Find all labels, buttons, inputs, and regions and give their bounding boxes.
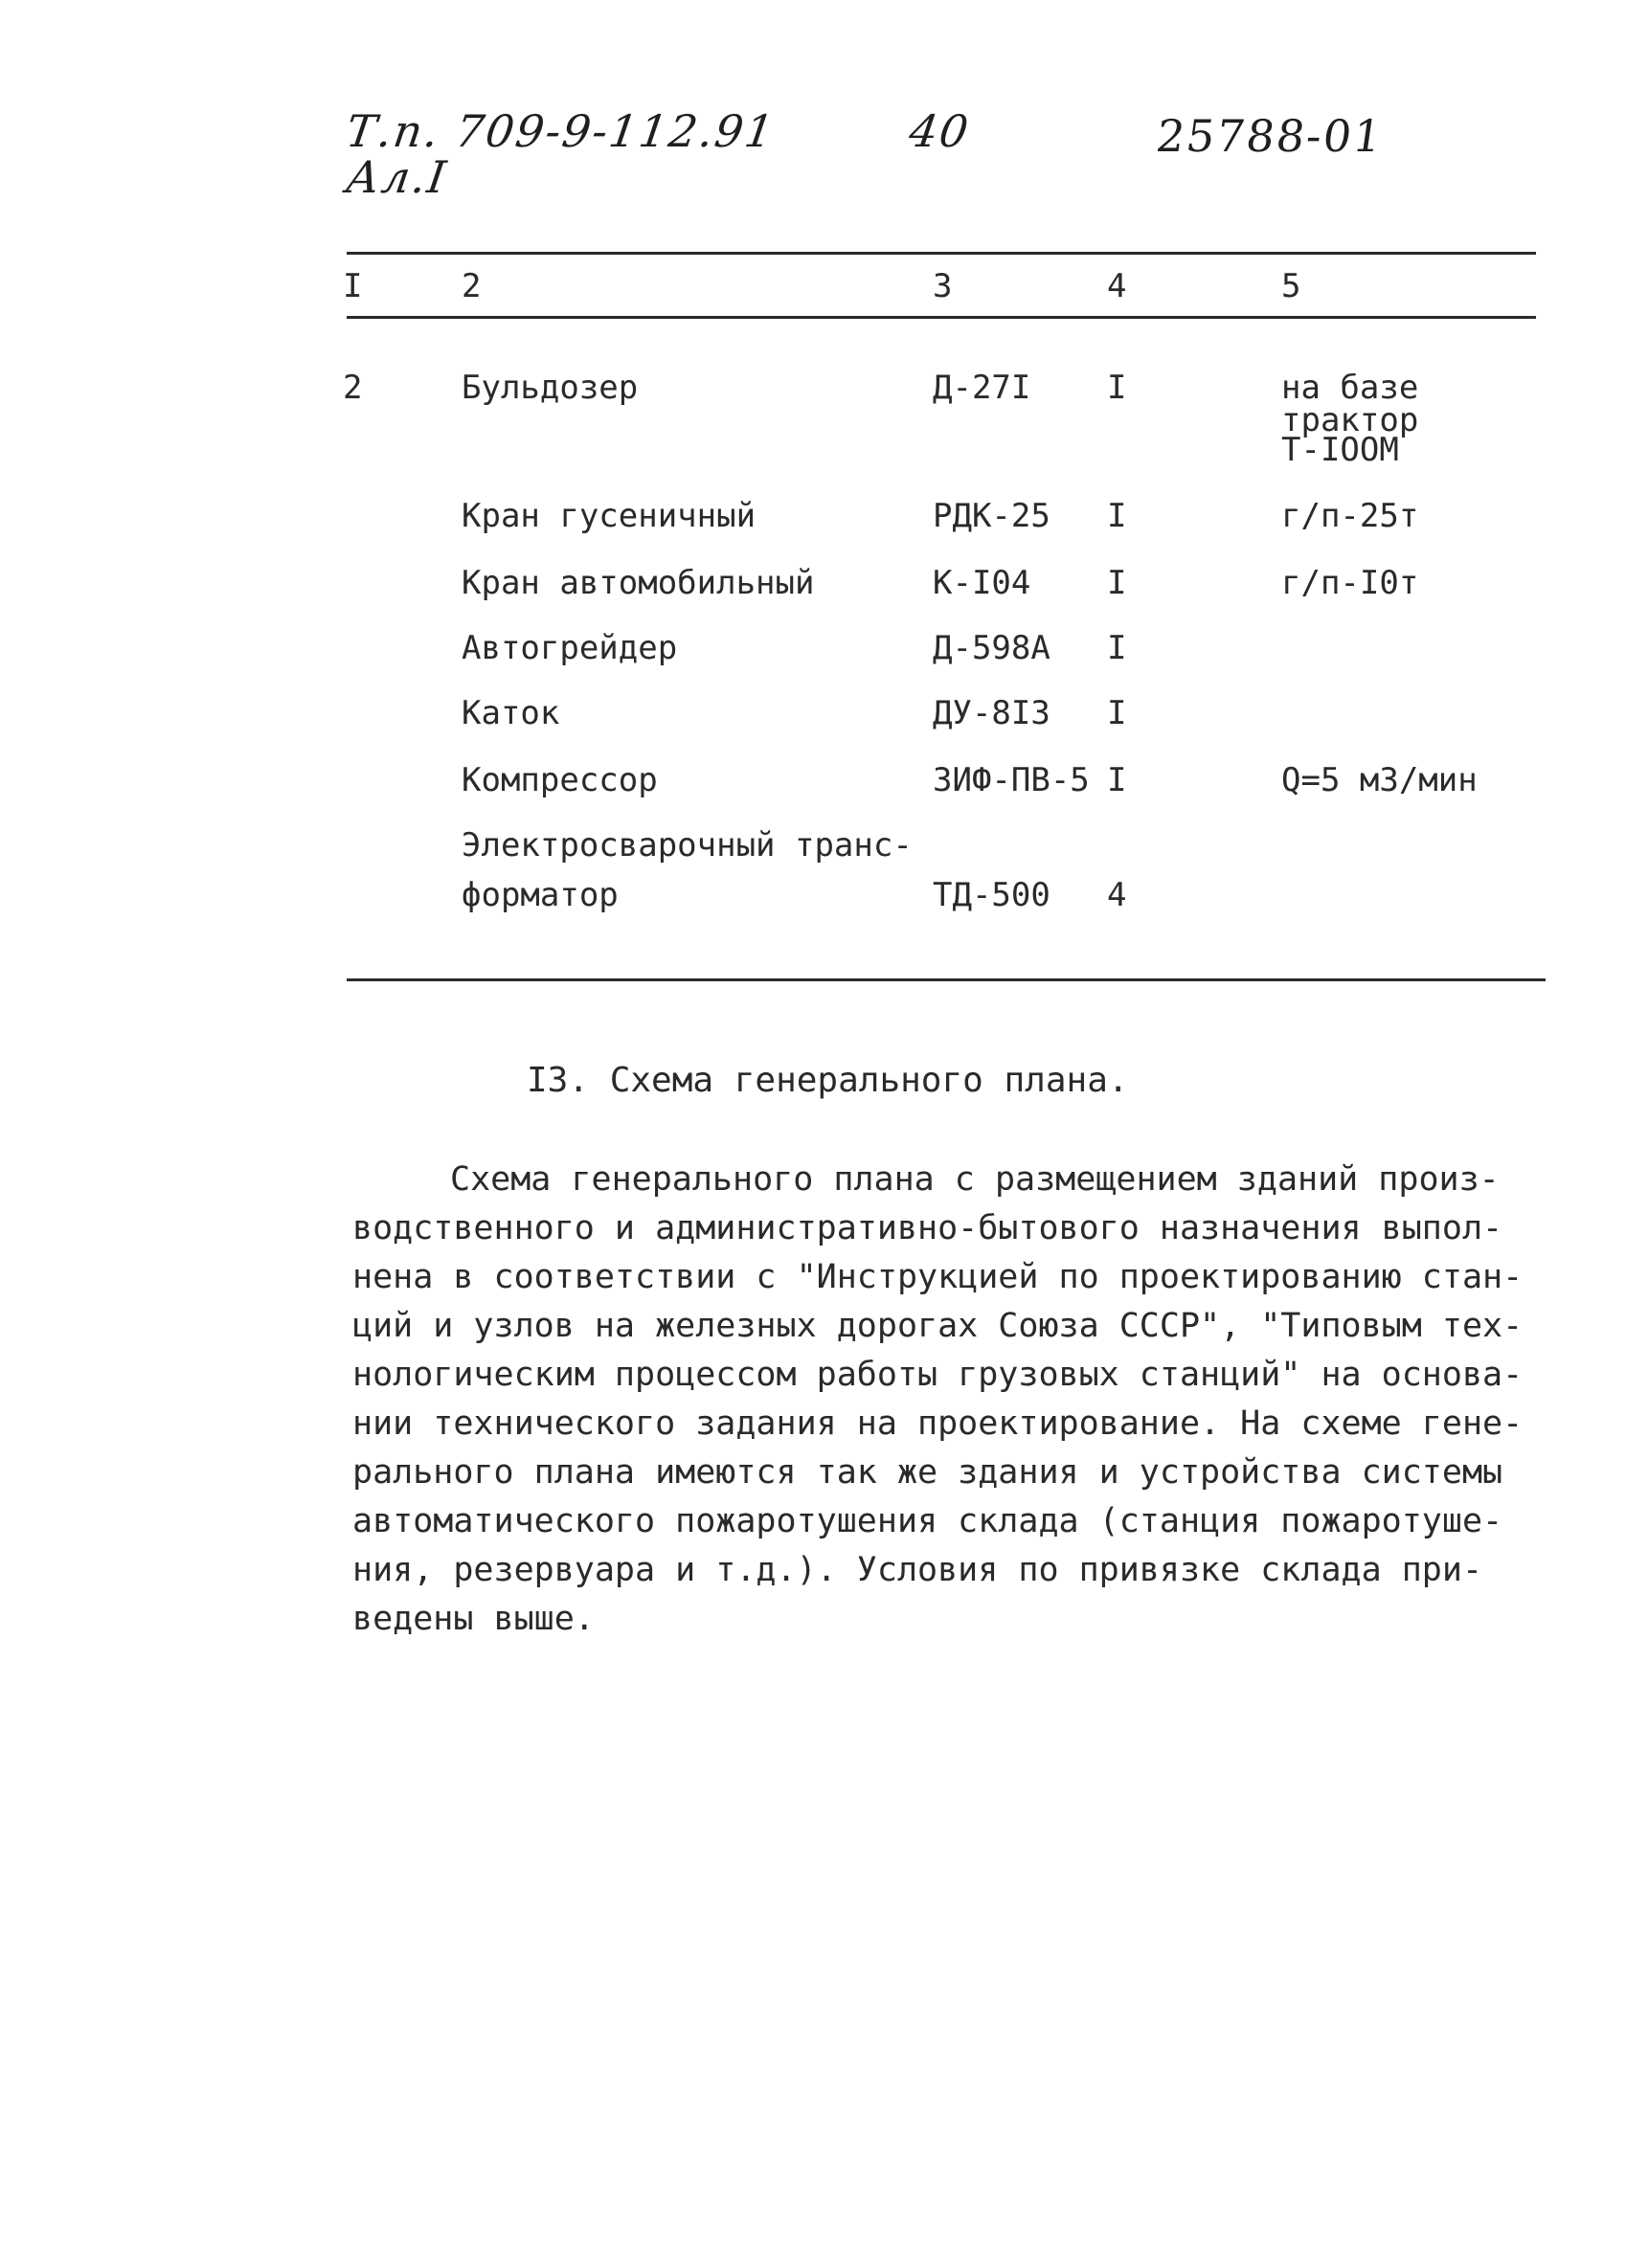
column-header: 5 bbox=[1281, 267, 1301, 305]
table-cell-qty: I bbox=[1107, 369, 1127, 407]
document-code: 25788-01 bbox=[1153, 110, 1388, 162]
table-cell-model: К-I04 bbox=[933, 564, 1031, 602]
page-number: 40 bbox=[906, 105, 974, 157]
paragraph-line: нии технического задания на проектирование. На схеме гене- bbox=[352, 1404, 1524, 1443]
column-header: 3 bbox=[933, 267, 953, 305]
table-header-rule bbox=[347, 316, 1536, 319]
table-cell-name: Компрессор bbox=[462, 761, 658, 799]
table-cell-name: Каток bbox=[462, 694, 560, 732]
table-cell-name: Кран автомобильный bbox=[462, 564, 815, 602]
table-cell-note: Q=5 м3/мин bbox=[1281, 761, 1478, 799]
paragraph-line: ния, резервуара и т.д.). Условия по привязке склада при- bbox=[352, 1551, 1483, 1589]
table-cell-model: ТД-500 bbox=[933, 876, 1050, 914]
paragraph-line: нена в соответствии с "Инструкцией по проектированию стан- bbox=[352, 1258, 1524, 1296]
table-cell-note: г/п-25т bbox=[1281, 497, 1419, 535]
section-title: I3. Схема генерального плана. bbox=[527, 1061, 1129, 1100]
table-cell-name: Кран гусеничный bbox=[462, 497, 757, 535]
table-cell-model: Д-598А bbox=[933, 629, 1050, 667]
table-cell-qty: I bbox=[1107, 564, 1127, 602]
paragraph-line: автоматического пожаротушения склада (станция пожаротуше- bbox=[352, 1502, 1503, 1540]
table-bottom-rule bbox=[347, 978, 1546, 981]
table-top-rule bbox=[347, 252, 1536, 255]
table-cell-model: ЗИФ-ПВ-5 bbox=[933, 761, 1090, 799]
paragraph-line: Схема генерального плана с размещением зданий произ- bbox=[450, 1160, 1500, 1199]
sheet-label: Ал.I bbox=[343, 151, 451, 203]
table-cell-qty: I bbox=[1107, 761, 1127, 799]
column-header: I bbox=[343, 267, 363, 305]
paragraph-line: рального плана имеются так же здания и устройства системы bbox=[352, 1453, 1503, 1492]
table-cell-name: Автогрейдер bbox=[462, 629, 678, 667]
table-cell-qty: 4 bbox=[1107, 876, 1127, 914]
table-cell-model: Д-27I bbox=[933, 369, 1031, 407]
paragraph-line: ведены выше. bbox=[352, 1600, 595, 1638]
table-cell-qty: I bbox=[1107, 497, 1127, 535]
column-header: 2 bbox=[462, 267, 482, 305]
table-cell-note: трактор bbox=[1281, 401, 1419, 439]
table-cell-model: РДК-25 bbox=[933, 497, 1050, 535]
table-cell-num: 2 bbox=[343, 369, 363, 407]
table-cell-model: ДУ-8I3 bbox=[933, 694, 1050, 732]
table-cell-qty: I bbox=[1107, 629, 1127, 667]
table-cell-name: Бульдозер bbox=[462, 369, 639, 407]
document-number: Т.п. 709-9-112.91 bbox=[343, 105, 779, 157]
table-cell-note: Т-IООМ bbox=[1281, 431, 1399, 469]
column-header: 4 bbox=[1107, 267, 1127, 305]
paragraph-line: ций и узлов на железных дорогах Союза СССР", "Типовым тех- bbox=[352, 1307, 1524, 1345]
table-cell-name: форматор bbox=[462, 876, 619, 914]
paragraph-line: нологическим процессом работы грузовых станций" на основа- bbox=[352, 1356, 1524, 1394]
table-cell-name: Электросварочный транс- bbox=[462, 826, 913, 865]
table-cell-note: на базе bbox=[1281, 369, 1419, 407]
table-cell-qty: I bbox=[1107, 694, 1127, 732]
table-cell-note: г/п-I0т bbox=[1281, 564, 1419, 602]
paragraph-line: водственного и административно-бытового назначения выпол- bbox=[352, 1209, 1503, 1247]
